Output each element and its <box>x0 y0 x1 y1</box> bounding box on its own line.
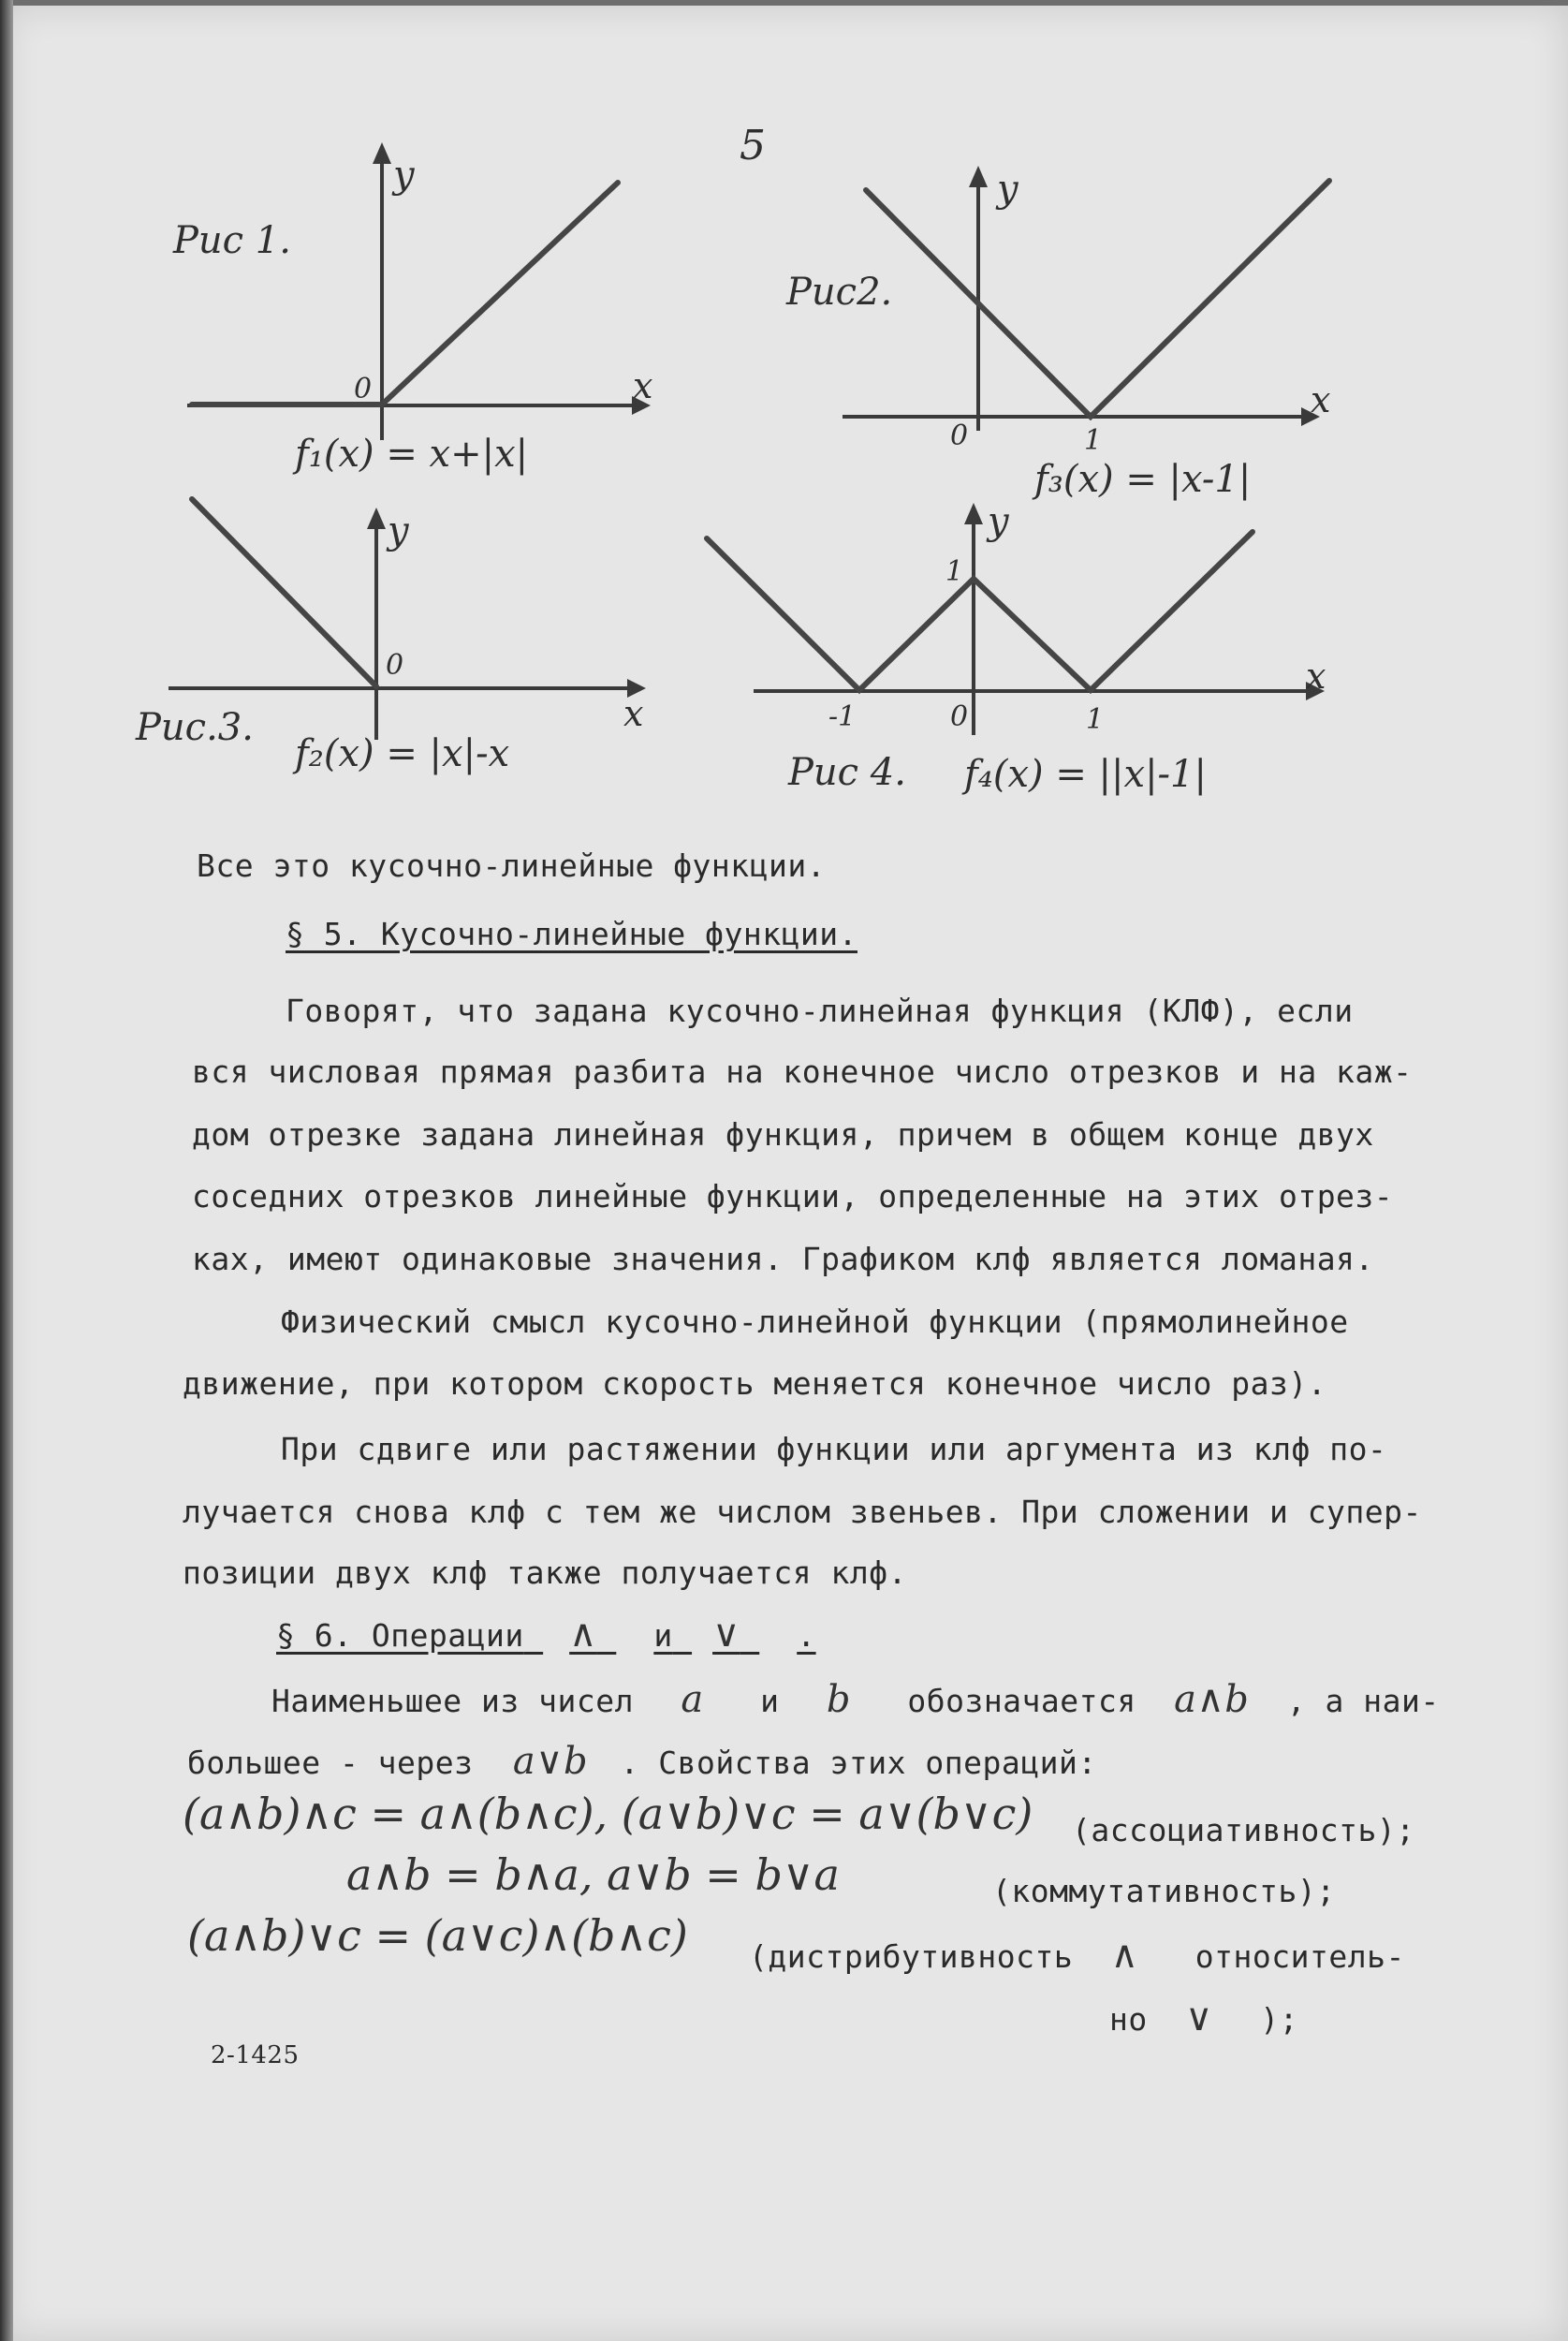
footer-code: 2-1425 <box>211 2041 300 2069</box>
figure-2-y-label: y <box>997 168 1018 211</box>
figure-4-tick-neg: -1 <box>828 700 857 733</box>
p3-line-2: лучается снова клф с тем же числом звеньев. При сложении и супер- <box>183 1494 1422 1530</box>
figure-1-y-arrow <box>373 142 391 164</box>
section-6-or-symbol: ∨ <box>712 1612 740 1656</box>
figure-3-y-arrow <box>367 508 386 529</box>
figure-3-formula: f₂(x) = |x|-x <box>295 732 510 775</box>
p4-var-a: a <box>681 1678 704 1721</box>
section-6-and-symbol: ∧ <box>569 1612 597 1656</box>
p4-text-c: , а наи- <box>1286 1683 1440 1719</box>
figure-2-x-label: x <box>1311 379 1331 420</box>
p1-line-1: Говорят, что задана кусочно-линейная функция (КЛФ), если <box>286 993 1354 1029</box>
figure-4-y-arrow <box>964 503 983 524</box>
p1-line-4: соседних отрезков линейные функции, определенные на этих отрез- <box>192 1178 1394 1215</box>
intro-line: Все это кусочно-линейные функции. <box>197 847 827 884</box>
figure-2-origin-label: 0 <box>950 420 969 452</box>
figure-3-y-label: y <box>388 509 409 552</box>
p1-line-5: ках, имеют одинаковые значения. Графиком клф является ломаная. <box>192 1241 1374 1277</box>
p5-expr-max: a∨b <box>512 1740 589 1783</box>
figure-1-graph-line <box>192 183 618 405</box>
note-distributivity-c: но <box>1109 2001 1148 2038</box>
figure-1-formula: f₁(x) = x+|x| <box>295 433 529 476</box>
figure-3-graph-line <box>192 499 376 686</box>
figure-4 <box>707 500 1326 796</box>
p5-text-b: . Свойства этих операций: <box>620 1745 1097 1781</box>
p2-line-1: Физический смысл кусочно-линейной функции (прямолинейное <box>281 1303 1349 1340</box>
note-distributivity-and-symbol: ∧ <box>1110 1934 1139 1977</box>
p4-expr-min: a∧b <box>1174 1678 1250 1721</box>
figure-1-origin-label: 0 <box>354 373 373 405</box>
p4-text-b: обозначается <box>907 1683 1136 1719</box>
section-6-period: . <box>797 1617 816 1654</box>
equation-commutativity: a∧b = b∧a, a∨b = b∨a <box>346 1849 840 1900</box>
note-distributivity-a: (дистрибутивность <box>749 1938 1074 1975</box>
p1-line-2: вся числовая прямая разбита на конечное число отрезков и на каж- <box>192 1053 1413 1090</box>
figure-2-label: Рис2. <box>786 271 893 314</box>
page-number: 5 <box>740 122 766 169</box>
note-distributivity <box>749 1934 1405 1977</box>
section-6-prefix: § 6. Операции <box>276 1617 524 1654</box>
note-commutativity: (коммутативность); <box>992 1873 1336 1909</box>
p5-text-a: большее - через <box>187 1745 474 1781</box>
figure-2-graph-line <box>866 181 1329 417</box>
figure-2-formula: f₃(x) = |x-1| <box>1034 458 1252 501</box>
figure-1-y-label: y <box>393 154 415 197</box>
section-5-heading: § 5. Кусочно-линейные функции. <box>286 916 858 952</box>
figure-4-graph-line <box>707 532 1253 690</box>
figure-1-label: Рис 1. <box>173 219 291 262</box>
p4-line <box>271 1678 1440 1721</box>
figure-4-x-label: x <box>1306 655 1326 697</box>
section-6-heading <box>276 1612 816 1656</box>
p4-and-word: и <box>760 1683 780 1719</box>
p4-text-a: Наименьшее из чисел <box>271 1683 634 1719</box>
note-distributivity-or-symbol: ∨ <box>1185 1996 1213 2039</box>
figure-3-label: Рис.3. <box>136 706 254 749</box>
p2-line-2: движение, при котором скорость меняется конечное число раз). <box>183 1365 1327 1402</box>
figure-4-tick-pos: 1 <box>1086 703 1105 736</box>
figure-2-y-arrow <box>969 166 988 187</box>
equation-distributivity: (a∧b)∨c = (a∨c)∧(b∧c) <box>187 1910 688 1961</box>
section-6-and-word: и <box>653 1617 673 1654</box>
p4-var-b: b <box>826 1678 851 1721</box>
p3-line-3: позиции двух клф также получается клф. <box>183 1554 907 1591</box>
note-associativity: (ассоциативность); <box>1072 1812 1415 1848</box>
note-distributivity-line-2 <box>1109 1996 1298 2039</box>
figure-3 <box>135 499 646 775</box>
figure-4-tick-y: 1 <box>945 555 964 588</box>
figure-4-origin-label: 0 <box>950 700 969 733</box>
figure-2 <box>785 166 1330 501</box>
note-distributivity-b: относитель- <box>1194 1938 1405 1975</box>
figure-3-origin-label: 0 <box>386 649 404 682</box>
figure-1-x-label: x <box>633 365 653 406</box>
p5-line <box>187 1740 1097 1783</box>
figure-3-x-label: x <box>623 693 644 734</box>
p1-line-3: дом отрезке задана линейная функция, причем в общем конце двух <box>192 1116 1374 1153</box>
note-distributivity-d: ); <box>1260 2001 1299 2038</box>
equation-associativity: (a∧b)∧c = a∧(b∧c), (a∨b)∨c = a∨(b∨c) <box>183 1789 1033 1839</box>
figure-4-label: Рис 4. <box>788 751 906 794</box>
figure-4-formula: f₄(x) = ||x|-1| <box>964 753 1207 796</box>
figure-2-tick-label: 1 <box>1084 424 1103 457</box>
figure-4-y-label: y <box>988 500 1009 543</box>
p3-line-1: При сдвиге или растяжении функции или аргумента из клф по- <box>281 1431 1387 1467</box>
figure-1 <box>172 142 652 476</box>
